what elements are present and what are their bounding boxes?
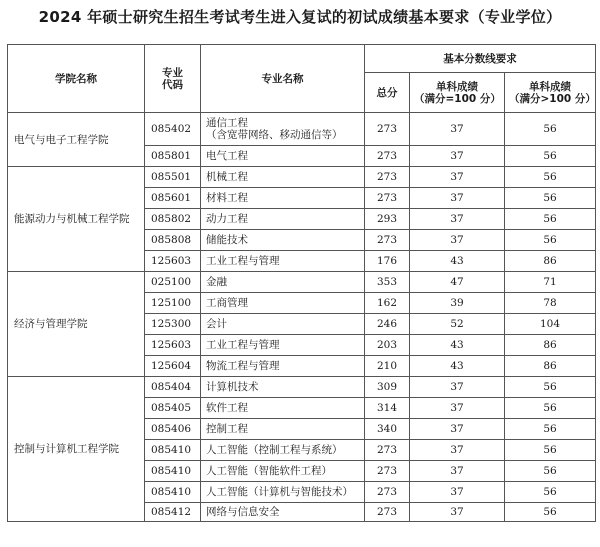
- total-score: 273: [365, 503, 410, 522]
- single-score-100: 43: [410, 335, 505, 356]
- major-code: 085601: [145, 188, 201, 209]
- single-score-100plus: 56: [505, 230, 596, 251]
- single-score-100plus: 56: [505, 398, 596, 419]
- single-score-100: 37: [410, 377, 505, 398]
- major-name: 软件工程: [201, 398, 365, 419]
- header-college: 学院名称: [8, 45, 145, 113]
- major-code: 085410: [145, 461, 201, 482]
- total-score: 246: [365, 314, 410, 335]
- total-score: 273: [365, 146, 410, 167]
- major-name-note: （含宽带网络、移动通信等）: [206, 129, 343, 141]
- single-score-100plus: 56: [505, 503, 596, 522]
- major-name: 机械工程: [201, 167, 365, 188]
- total-score: 314: [365, 398, 410, 419]
- total-score: 273: [365, 113, 410, 146]
- major-code: 085406: [145, 419, 201, 440]
- single-score-100: 37: [410, 188, 505, 209]
- major-name: 计算机技术: [201, 377, 365, 398]
- major-name: 物流工程与管理: [201, 356, 365, 377]
- single-score-100plus: 104: [505, 314, 596, 335]
- single-score-100: 37: [410, 419, 505, 440]
- header-single-100: [410, 73, 505, 113]
- total-score: 293: [365, 209, 410, 230]
- college-name: 能源动力与机械工程学院: [8, 167, 145, 272]
- college-name: 经济与管理学院: [8, 272, 145, 377]
- single-score-100: 43: [410, 356, 505, 377]
- total-score: 176: [365, 251, 410, 272]
- single-score-100plus: 56: [505, 146, 596, 167]
- page-title: 2024 年硕士研究生招生考试考生进入复试的初试成绩基本要求（专业学位）: [38, 8, 562, 26]
- major-code: 025100: [145, 272, 201, 293]
- total-score: 273: [365, 230, 410, 251]
- major-name: 储能技术: [201, 230, 365, 251]
- single-score-100plus: 56: [505, 461, 596, 482]
- single-score-100plus: 56: [505, 167, 596, 188]
- single-score-100: 43: [410, 251, 505, 272]
- single-score-100plus: 71: [505, 272, 596, 293]
- single-score-100: 47: [410, 272, 505, 293]
- major-name: 人工智能（控制工程与系统）: [201, 440, 365, 461]
- major-code: 085808: [145, 230, 201, 251]
- major-name-main: 通信工程: [206, 117, 248, 129]
- single-score-100plus: 56: [505, 113, 596, 146]
- major-name: 人工智能（智能软件工程）: [201, 461, 365, 482]
- header-single-100plus-line2: （满分>100 分）: [509, 92, 596, 105]
- total-score: 162: [365, 293, 410, 314]
- major-code: 125300: [145, 314, 201, 335]
- major-code: 085402: [145, 113, 201, 146]
- header-code-line1: 专业: [162, 66, 183, 79]
- single-score-100plus: 56: [505, 419, 596, 440]
- single-score-100: 37: [410, 113, 505, 146]
- single-score-100: 37: [410, 503, 505, 522]
- college-name: 控制与计算机工程学院: [8, 377, 145, 522]
- single-score-100: 37: [410, 398, 505, 419]
- major-code: 085801: [145, 146, 201, 167]
- single-score-100: 37: [410, 146, 505, 167]
- total-score: 273: [365, 440, 410, 461]
- single-score-100plus: 56: [505, 377, 596, 398]
- major-name: 动力工程: [201, 209, 365, 230]
- major-name: 电气工程: [201, 146, 365, 167]
- single-score-100: 52: [410, 314, 505, 335]
- header-major: 专业名称: [201, 45, 365, 113]
- table-row: [8, 167, 596, 188]
- single-score-100: 37: [410, 482, 505, 503]
- major-name: 工业工程与管理: [201, 251, 365, 272]
- major-name: 人工智能（计算机与智能技术）: [201, 482, 365, 503]
- major-code: 125100: [145, 293, 201, 314]
- major-code: 125603: [145, 251, 201, 272]
- single-score-100plus: 86: [505, 356, 596, 377]
- header-code-line2: 代码: [162, 78, 183, 91]
- major-name: 工业工程与管理: [201, 335, 365, 356]
- table-row: [8, 113, 596, 146]
- single-score-100plus: 78: [505, 293, 596, 314]
- table-row: [8, 272, 596, 293]
- college-name: 电气与电子工程学院: [8, 113, 145, 167]
- single-score-100plus: 56: [505, 440, 596, 461]
- major-code: 085412: [145, 503, 201, 522]
- single-score-100: 39: [410, 293, 505, 314]
- major-name: 会计: [201, 314, 365, 335]
- total-score: 273: [365, 188, 410, 209]
- header-single-100-line1: 单科成绩: [436, 80, 478, 93]
- total-score: 273: [365, 167, 410, 188]
- major-code: 125604: [145, 356, 201, 377]
- single-score-100plus: 86: [505, 335, 596, 356]
- single-score-100plus: 86: [505, 251, 596, 272]
- single-score-100plus: 56: [505, 482, 596, 503]
- major-code: 125603: [145, 335, 201, 356]
- header-single-100plus-line1: 单科成绩: [529, 80, 571, 93]
- major-code: 085501: [145, 167, 201, 188]
- major-code: 085410: [145, 440, 201, 461]
- total-score: 309: [365, 377, 410, 398]
- single-score-100: 37: [410, 461, 505, 482]
- single-score-100: 37: [410, 440, 505, 461]
- header-code: [145, 45, 201, 113]
- total-score: 273: [365, 482, 410, 503]
- single-score-100: 37: [410, 167, 505, 188]
- header-total: 总分: [365, 73, 410, 113]
- single-score-100plus: 56: [505, 188, 596, 209]
- major-code: 085405: [145, 398, 201, 419]
- major-name: 工商管理: [201, 293, 365, 314]
- score-requirements-table: [7, 44, 596, 522]
- major-code: 085410: [145, 482, 201, 503]
- header-single-100-line2: （满分=100 分）: [414, 92, 501, 105]
- total-score: 353: [365, 272, 410, 293]
- major-name: 金融: [201, 272, 365, 293]
- single-score-100: 37: [410, 209, 505, 230]
- single-score-100: 37: [410, 230, 505, 251]
- major-name: 网络与信息安全: [201, 503, 365, 522]
- table-row: [8, 377, 596, 398]
- major-code: 085404: [145, 377, 201, 398]
- total-score: 210: [365, 356, 410, 377]
- header-score-group: 基本分数线要求: [365, 45, 596, 73]
- total-score: 340: [365, 419, 410, 440]
- header-single-100plus: [505, 73, 596, 113]
- major-name: 材料工程: [201, 188, 365, 209]
- major-code: 085802: [145, 209, 201, 230]
- major-name: 控制工程: [201, 419, 365, 440]
- major-name: [201, 113, 365, 146]
- total-score: 273: [365, 461, 410, 482]
- total-score: 203: [365, 335, 410, 356]
- single-score-100plus: 56: [505, 209, 596, 230]
